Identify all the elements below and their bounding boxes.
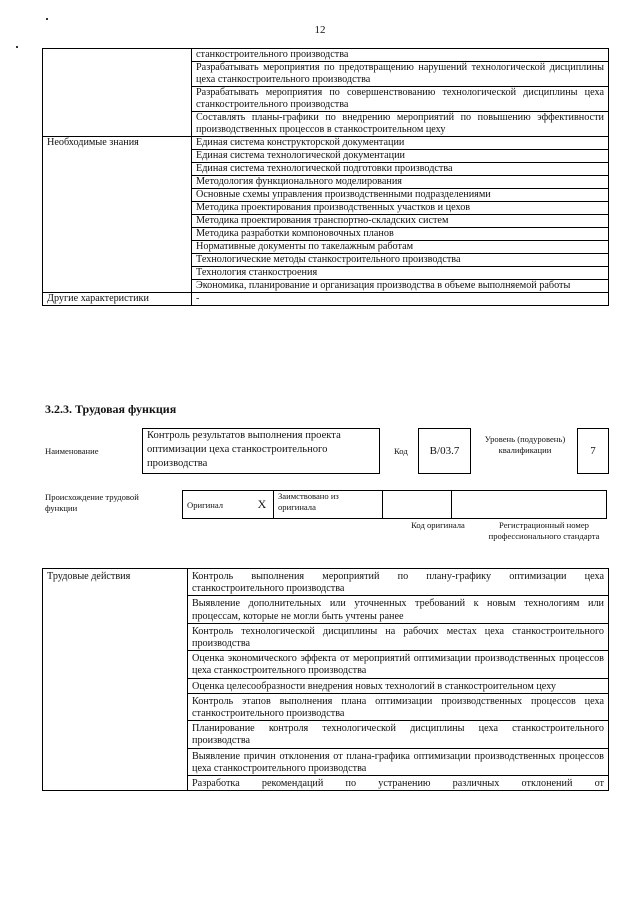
knowledge-row: Единая система конструкторской документации bbox=[192, 137, 609, 150]
action-row: Выявление причин отклонения от плана-графика оптимизации производственных процессов цеха станкостроительного производства bbox=[188, 748, 609, 775]
name-label: Наименование bbox=[45, 446, 99, 456]
knowledge-row: Экономика, планирование и организация производства в объеме выполняемой работы bbox=[192, 280, 609, 293]
knowledge-label: Необходимые знания bbox=[43, 137, 192, 293]
code-label: Код bbox=[394, 446, 408, 456]
labor-actions-table bbox=[42, 568, 609, 791]
knowledge-row: Методика проектирования производственных участков и цехов bbox=[192, 202, 609, 215]
origin-label: Происхождение трудовой функции bbox=[45, 492, 139, 513]
action-row: Контроль выполнения мероприятий по плану-графику оптимизации цеха станкостроительного производства bbox=[188, 569, 609, 596]
action-row: Оценка экономического эффекта от мероприятий оптимизации производственных процессов цеха станкостроительного производства bbox=[188, 651, 609, 678]
level-value: 7 bbox=[590, 445, 596, 457]
origin-code-cell bbox=[383, 491, 452, 519]
knowledge-row: Единая система технологической документации bbox=[192, 150, 609, 163]
other-label: Другие характеристики bbox=[43, 293, 192, 306]
skill-row: Составлять планы-графики по внедрению мероприятий по повышению эффективности производственных процессов в станкостроительном цеху bbox=[192, 112, 609, 137]
function-name-box bbox=[142, 428, 380, 474]
code-value: B/03.7 bbox=[429, 445, 460, 457]
other-value: - bbox=[192, 293, 609, 306]
scan-dot bbox=[16, 46, 18, 48]
action-row: Оценка целесообразности внедрения новых технологий в станкостроительном цеху bbox=[188, 678, 609, 693]
origin-code-caption: Код оригинала bbox=[411, 520, 465, 530]
labor-actions-label: Трудовые действия bbox=[43, 569, 188, 791]
action-row: Разработка рекомендаций по устранению различных отклонений от bbox=[188, 776, 609, 791]
level-box bbox=[577, 428, 609, 474]
original-label: Оригинал bbox=[183, 491, 252, 519]
section-title: 3.2.3. Трудовая функция bbox=[45, 402, 177, 416]
competency-table bbox=[42, 48, 609, 306]
knowledge-row: Методика разработки компоновочных планов bbox=[192, 228, 609, 241]
original-mark: X bbox=[251, 491, 274, 519]
skill-row: Разрабатывать мероприятия по совершенствованию технологической дисциплины цеха станкостроительного производства bbox=[192, 87, 609, 112]
action-row: Выявление дополнительных или уточненных требований к новым технологиям или процессам, которые не могли быть учтены ранее bbox=[188, 596, 609, 623]
action-row: Контроль технологической дисциплины на рабочих местах цеха станкостроительного производства bbox=[188, 623, 609, 650]
knowledge-row: Методология функционального моделирования bbox=[192, 176, 609, 189]
level-label: Уровень (подуровень) квалификации bbox=[484, 434, 566, 455]
origin-table bbox=[182, 490, 607, 519]
continuation-label-cell bbox=[43, 49, 192, 137]
knowledge-row: Единая система технологической подготовки производства bbox=[192, 163, 609, 176]
knowledge-row: Нормативные документы по такелажным работам bbox=[192, 241, 609, 254]
knowledge-row: Методика проектирования транспортно-складских систем bbox=[192, 215, 609, 228]
reg-number-caption: Регистрационный номер профессионального стандарта bbox=[488, 520, 600, 541]
borrowed-label: Заимствовано из оригинала bbox=[274, 491, 383, 519]
knowledge-row: Основные схемы управления производственными подразделениями bbox=[192, 189, 609, 202]
knowledge-row: Технологические методы станкостроительного производства bbox=[192, 254, 609, 267]
action-row: Планирование контроля технологической дисциплины цеха станкостроительного производства bbox=[188, 721, 609, 748]
skill-row: станкостроительного производства bbox=[192, 49, 609, 62]
function-name: Контроль результатов выполнения проекта оптимизации цеха станкостроительного производства bbox=[147, 430, 341, 469]
page-number: 12 bbox=[314, 24, 326, 36]
knowledge-row: Технология станкостроения bbox=[192, 267, 609, 280]
skill-row: Разрабатывать мероприятия по предотвращению нарушений технологической дисциплины цеха станкостроительного производства bbox=[192, 62, 609, 87]
scan-dot bbox=[46, 18, 48, 20]
action-row: Контроль этапов выполнения плана оптимизации производственных процессов цеха станкостроительного производства bbox=[188, 693, 609, 720]
reg-number-cell bbox=[452, 491, 607, 519]
code-box bbox=[418, 428, 471, 474]
